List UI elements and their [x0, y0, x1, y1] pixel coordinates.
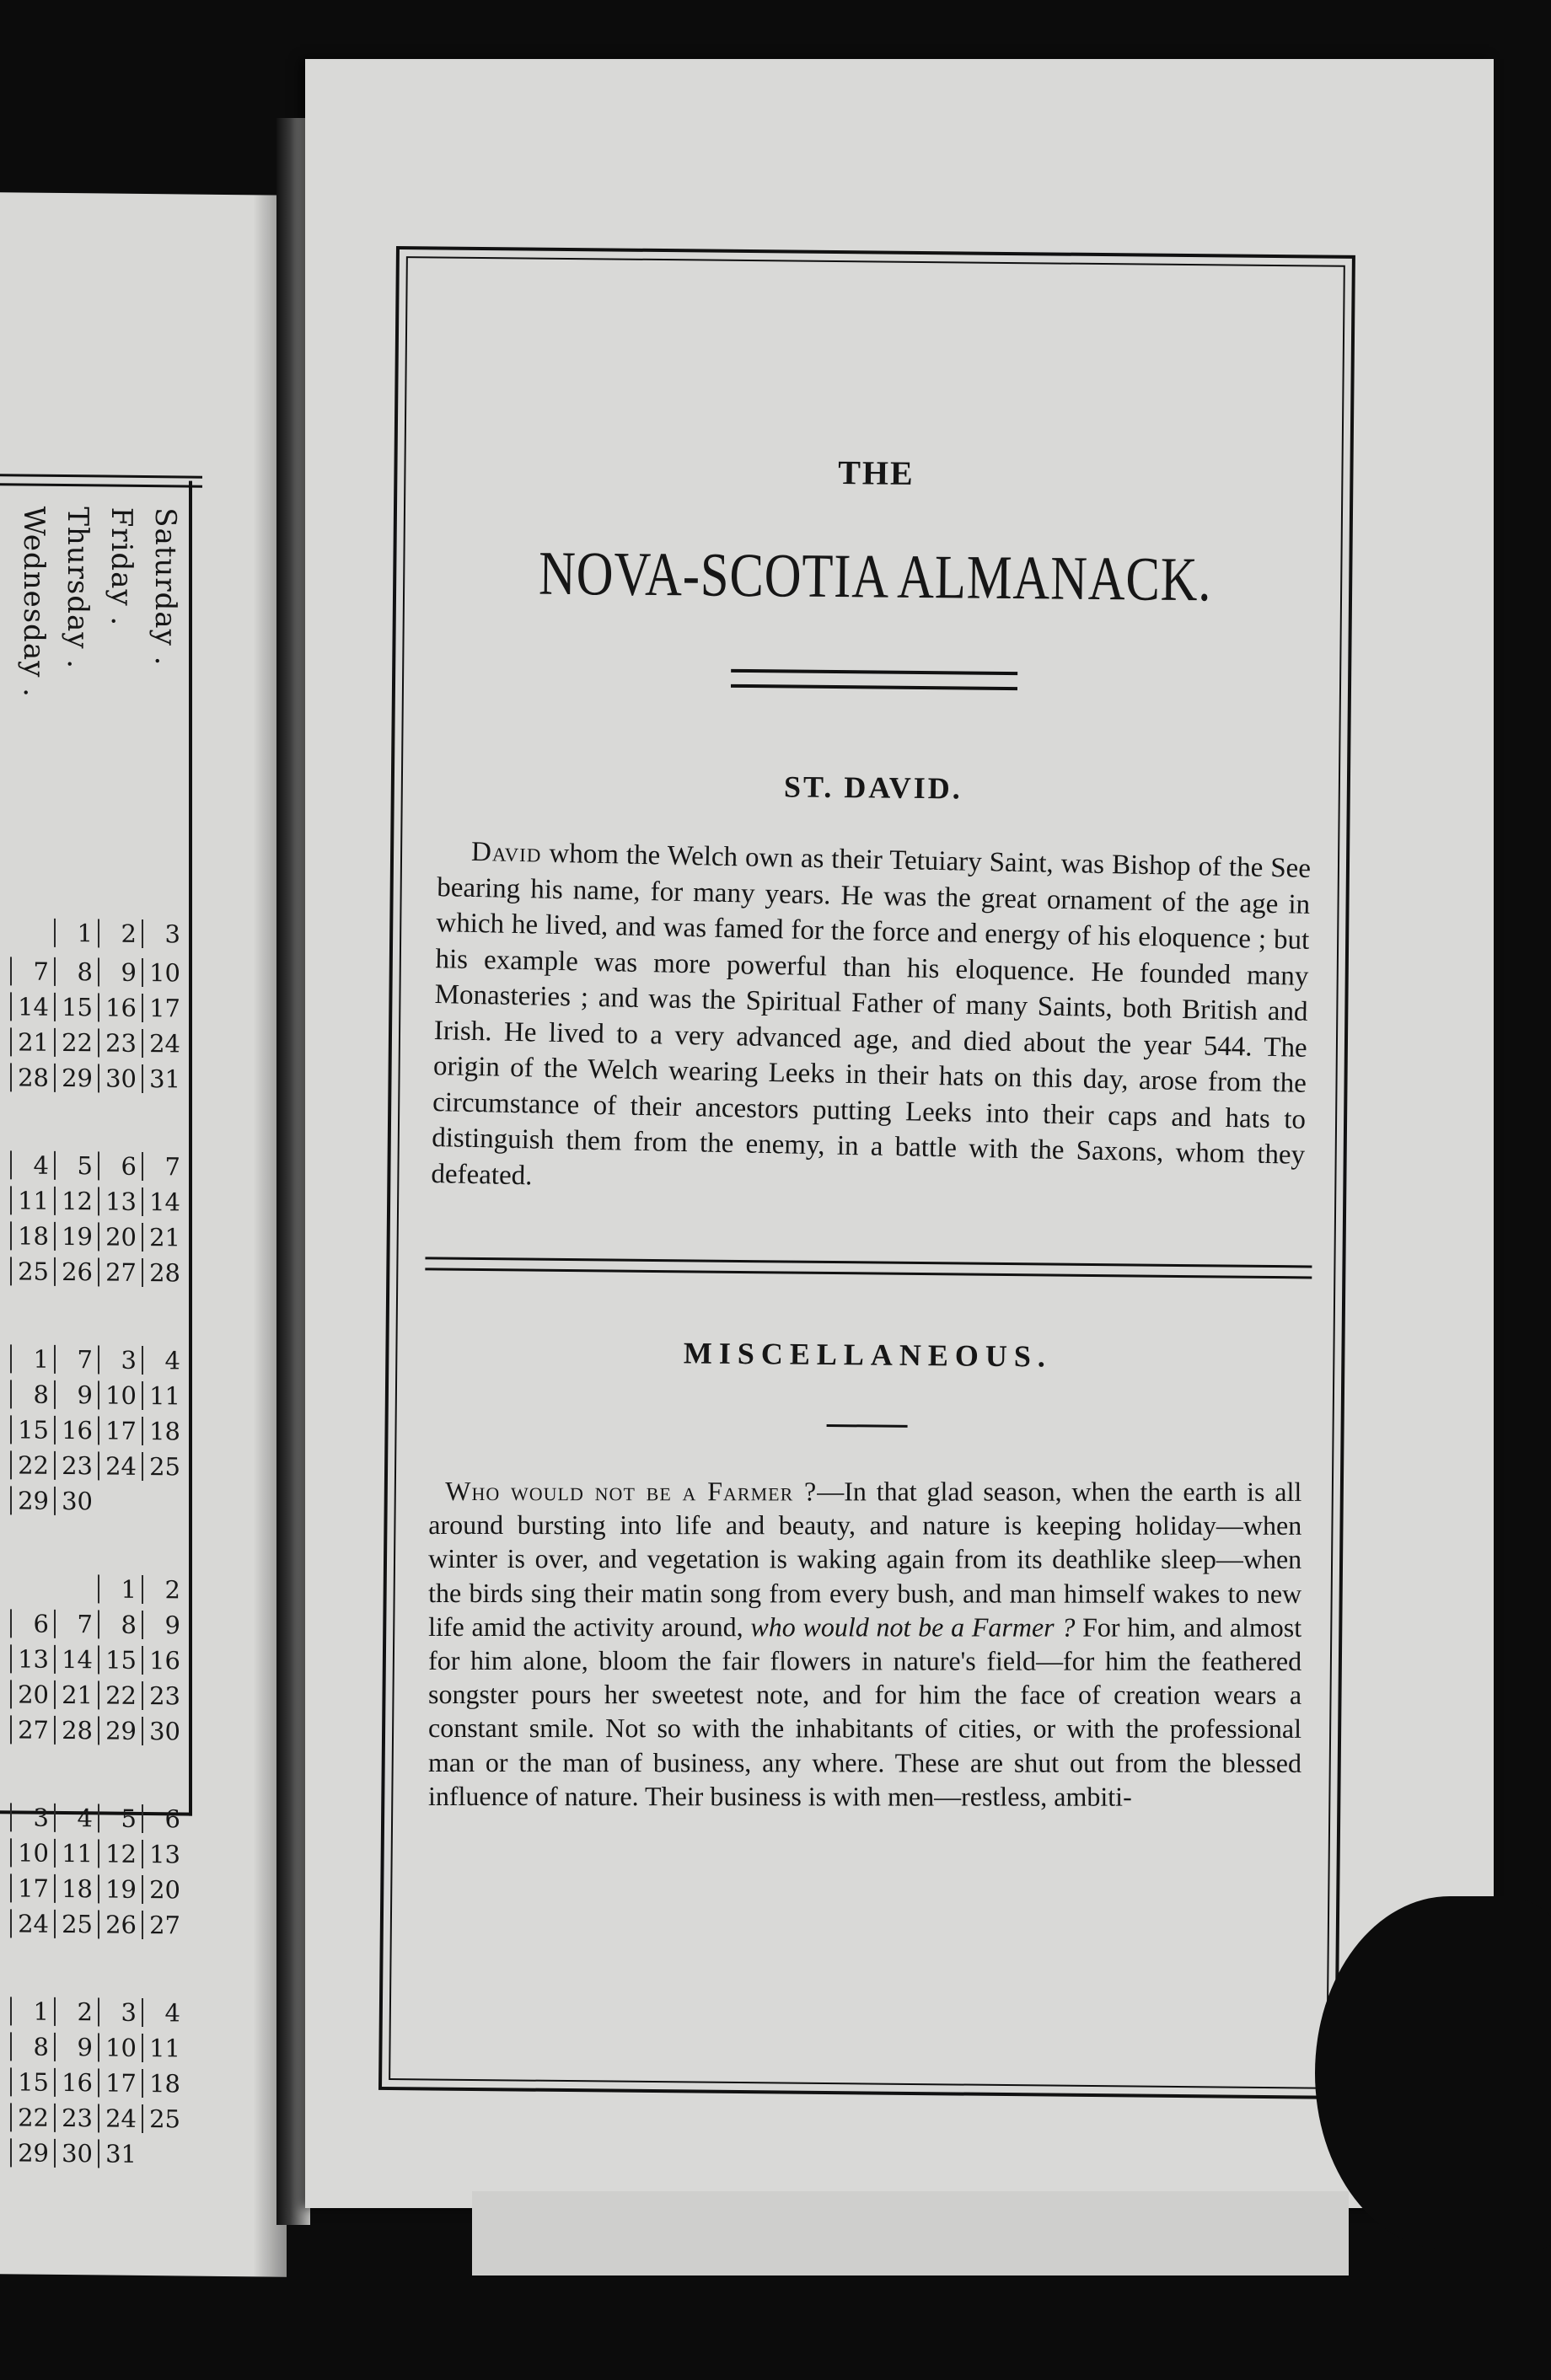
calendar-day-cell: 2	[54, 1997, 98, 2027]
calendar-day-cell: 8	[98, 1610, 142, 1639]
page-title: NOVA-SCOTIA ALMANACK.	[538, 539, 1212, 615]
calendar-day-cell: 15	[98, 1645, 142, 1675]
calendar-day-cell: 11	[54, 1839, 98, 1868]
calendar-day-cell: 26	[98, 1910, 142, 1939]
farmer-lead: Who would not be a Farmer ?	[445, 1475, 818, 1507]
calendar-day-cell: 11	[142, 2034, 185, 2063]
calendar-row	[0, 989, 185, 1026]
calendar-day-cell: 1	[98, 1574, 142, 1604]
st-david-body: whom the Welch own as their Tetuiary Saint, was Bishop of the See bearing his name, for many years. He was the great ornament of the age in which he lived, and was famed for the force and energy of his eloquence ; but his example was more powerful than his eloquence. He founded many Monasteries ; and was the Spiritual Father of many Saints, both British and Irish. He lived to a very advanced age, and died about the year 544. The origin of the Welch wearing Leeks in their hats on this day, arose from the circumstance of their ancestors putting Leeks into their caps and hats to distinguish them from the enemy, in a battle with the Saxons, whom they defeated.	[431, 838, 1312, 1191]
calendar-row	[0, 1024, 185, 1061]
calendar-day-cell: 27	[98, 1257, 142, 1287]
short-rule	[827, 1424, 908, 1428]
section-heading-st-david: ST. DAVID.	[783, 769, 963, 806]
calendar-day-cell: 8	[54, 957, 98, 987]
calendar-day-cell: 9	[142, 1611, 185, 1640]
calendar-row	[0, 2135, 185, 2172]
calendar-day-cell: 27	[10, 1715, 54, 1745]
calendar-day-cell: 24	[10, 1909, 54, 1938]
calendar-row	[0, 1870, 185, 1907]
calendar-day-cell: 20	[142, 1875, 185, 1905]
calendar-day-cell: 20	[98, 1222, 142, 1252]
calendar-day-cell: 12	[54, 1187, 98, 1216]
farmer-body-a: —In that glad season, when the earth is all around bursting into life and beauty, and nature is keeping holiday—when winter is over, and vegetation is waking again from its deathlike sleep—when the birds sing their matin song from every bush, and man himself wakes to new life amid the activity around,	[428, 1476, 1302, 1643]
calendar-day-cell: 29	[10, 2138, 54, 2168]
calendar-day-cell: 6	[10, 1609, 54, 1638]
calendar-month-block	[0, 1341, 185, 1520]
farmer-paragraph	[428, 1474, 1301, 1814]
calendar-day-cell: 17	[98, 2068, 142, 2098]
st-david-paragraph	[431, 834, 1311, 1209]
calendar-day-cell: 28	[54, 1716, 98, 1745]
calendar-row	[0, 1253, 185, 1290]
calendar-day-cell: 21	[54, 1680, 98, 1710]
calendar-day-cell: 25	[10, 1257, 54, 1286]
calendar-row	[0, 1641, 185, 1678]
calendar-day-cell: 13	[142, 1840, 185, 1869]
calendar-day-cell: 31	[98, 2139, 142, 2168]
calendar-day-cell: 29	[54, 1064, 98, 1093]
calendar-day-cell: 25	[54, 1910, 98, 1939]
calendar-day-cell	[142, 2154, 185, 2155]
calendar-day-headers	[0, 506, 185, 701]
calendar-day-cell	[98, 1501, 142, 1502]
calendar-day-cell: 10	[98, 2033, 142, 2062]
calendar-month-block	[0, 1993, 185, 2172]
calendar-row	[0, 1182, 185, 1219]
calendar-day-cell: 16	[142, 1646, 185, 1675]
calendar-day-cell: 13	[10, 1644, 54, 1674]
title-prefix: THE	[837, 453, 915, 492]
section-heading-miscellaneous: MISCELLANEOUS.	[683, 1336, 1053, 1374]
calendar-row	[0, 914, 185, 951]
calendar-day-cell: 19	[54, 1222, 98, 1252]
calendar-day-cell: 30	[142, 1717, 185, 1746]
calendar-day-cell: 16	[54, 1416, 98, 1445]
calendar-row	[0, 1570, 185, 1607]
calendar-row	[0, 1993, 185, 2030]
calendar-day-cell: 7	[54, 1345, 98, 1375]
calendar-row	[0, 1799, 185, 1836]
calendar-day-cell: 9	[54, 1380, 98, 1410]
calendar-day-cell: 1	[54, 919, 98, 948]
calendar-day-cell: 3	[10, 1803, 54, 1832]
calendar-day-cell: 6	[98, 1151, 142, 1181]
calendar-day-cell: 4	[54, 1804, 98, 1833]
calendar-day-cell: 31	[142, 1064, 185, 1094]
calendar-row	[0, 1147, 185, 1184]
calendar-month-block	[0, 1799, 185, 1943]
calendar-row	[0, 2099, 185, 2136]
farmer-italic: who would not be a Farmer ?	[750, 1611, 1076, 1643]
calendar-day-cell: 10	[98, 1380, 142, 1410]
calendar-day-cell: 22	[10, 2103, 54, 2132]
left-facing-page	[0, 192, 287, 2277]
calendar-day-cell: 13	[98, 1187, 142, 1216]
calendar-day-cell: 14	[10, 992, 54, 1021]
calendar-day-cell: 25	[142, 1452, 185, 1482]
title-double-rule	[731, 669, 1017, 690]
calendar-day-cell: 17	[98, 1416, 142, 1445]
calendar-day-cell: 24	[142, 1029, 185, 1059]
calendar-row	[0, 953, 185, 990]
calendar-day-cell: 10	[142, 958, 185, 988]
calendar-day-cell: 29	[10, 1486, 54, 1515]
st-david-lead: David	[470, 836, 542, 869]
calendar-day-cell: 30	[54, 1487, 98, 1516]
calendar-day-cell: 1	[10, 1344, 54, 1374]
calendar-day-cell: 24	[98, 2104, 142, 2133]
calendar-day-cell: 17	[10, 1873, 54, 1903]
calendar-day-cell: 9	[54, 2033, 98, 2062]
calendar-day-cell: 17	[142, 994, 185, 1023]
calendar-month-block	[0, 953, 185, 1096]
page-border	[378, 246, 1355, 2099]
calendar-day-cell: 16	[54, 2068, 98, 2098]
farmer-body-b: For him, and almost for him alone, bloom the fair flowers in nature's field—for him the feathered songster pours her sweetest note, and for him the face of creation wears a constant smile. Not so with the inhabitants of cities, or with the professional man or the man of business, any where. These are shut out from the blessed influence of nature. Their business is with men—restless, ambiti-	[427, 1611, 1302, 1812]
calendar-row	[0, 1712, 185, 1749]
calendar-row	[0, 1906, 185, 1943]
calendar-day-cell: 18	[54, 1874, 98, 1904]
calendar-day-cell: 11	[10, 1186, 54, 1215]
calendar-day-cell: 7	[142, 1152, 185, 1182]
calendar-row	[0, 1482, 185, 1520]
calendar-day-cell: 15	[10, 2067, 54, 2097]
calendar-row	[0, 1412, 185, 1449]
calendar-day-cell: 22	[98, 1680, 142, 1710]
calendar-day-cell: 15	[10, 1415, 54, 1445]
calendar-day-cell: 8	[10, 2032, 54, 2061]
calendar-day-cell: 7	[10, 957, 54, 986]
calendar-day-cell: 15	[54, 993, 98, 1022]
calendar-day-cell: 27	[142, 1911, 185, 1940]
calendar-month-block	[0, 1570, 185, 1749]
calendar-grid	[0, 919, 185, 2224]
calendar-day-cell: 10	[10, 1838, 54, 1868]
calendar-day-cell: 18	[142, 1417, 185, 1446]
calendar-day-cell: 22	[10, 1450, 54, 1480]
day-header-saturday: Saturday .	[148, 507, 182, 667]
calendar-day-cell: 6	[142, 1804, 185, 1834]
calendar-day-cell: 24	[98, 1451, 142, 1481]
calendar-day-cell: 11	[142, 1381, 185, 1411]
calendar-day-cell: 28	[10, 1063, 54, 1092]
calendar-day-cell: 3	[98, 1345, 142, 1375]
calendar-day-cell: 2	[98, 919, 142, 948]
section-divider	[425, 1257, 1312, 1278]
calendar-day-cell: 9	[98, 957, 142, 987]
calendar-day-cell: 29	[98, 1716, 142, 1745]
calendar-row	[0, 1376, 185, 1413]
calendar-day-cell: 5	[54, 1151, 98, 1181]
calendar-row	[0, 2029, 185, 2066]
calendar-day-cell: 12	[98, 1839, 142, 1868]
calendar-day-cell: 25	[142, 2104, 185, 2134]
page-bottom-edge	[472, 2191, 1349, 2275]
calendar-day-cell: 23	[54, 1451, 98, 1481]
day-header-thursday: Thursday .	[61, 506, 94, 670]
calendar-day-cell: 18	[10, 1221, 54, 1251]
calendar-day-cell: 20	[10, 1680, 54, 1709]
calendar-day-cell	[10, 1588, 54, 1589]
calendar-day-cell: 4	[10, 1150, 54, 1180]
calendar-month-block	[0, 1147, 185, 1290]
calendar-day-cell: 30	[54, 2139, 98, 2168]
calendar-day-cell: 3	[98, 1997, 142, 2027]
calendar-row	[0, 1059, 185, 1096]
calendar-day-cell: 21	[142, 1223, 185, 1252]
calendar-row	[0, 1218, 185, 1255]
calendar-row	[0, 2064, 185, 2101]
calendar-day-cell: 30	[98, 1064, 142, 1093]
calendar-day-cell: 22	[54, 1028, 98, 1058]
calendar-day-cell: 23	[54, 2104, 98, 2133]
calendar-day-cell: 4	[142, 1998, 185, 2028]
calendar-day-cell: 1	[10, 1997, 54, 2026]
calendar-day-cell: 5	[98, 1804, 142, 1833]
calendar-row	[0, 1341, 185, 1378]
calendar-row	[0, 1835, 185, 1872]
calendar-day-cell	[142, 1502, 185, 1503]
calendar-day-cell: 3	[142, 919, 185, 949]
calendar-day-cell: 19	[98, 1874, 142, 1904]
calendar-day-cell: 8	[10, 1380, 54, 1409]
calendar-day-cell: 4	[142, 1346, 185, 1375]
calendar-day-cell: 7	[54, 1610, 98, 1639]
day-header-friday: Friday .	[105, 507, 138, 627]
calendar-day-cell: 23	[98, 1028, 142, 1058]
page-content	[427, 449, 1312, 1818]
calendar-day-cell: 14	[54, 1645, 98, 1675]
calendar-day-cell: 14	[142, 1187, 185, 1217]
calendar-day-cell: 18	[142, 2069, 185, 2099]
day-header-wednesday: Wednesday .	[17, 506, 51, 699]
calendar-day-cell: 28	[142, 1258, 185, 1288]
calendar-day-cell: 16	[98, 993, 142, 1022]
calendar-day-cell: 2	[142, 1575, 185, 1605]
calendar-row	[0, 1676, 185, 1713]
calendar-day-cell: 21	[10, 1027, 54, 1057]
calendar-row	[0, 1447, 185, 1484]
calendar-day-cell: 23	[142, 1681, 185, 1711]
calendar-row	[0, 1605, 185, 1643]
calendar-day-cell: 26	[54, 1257, 98, 1287]
